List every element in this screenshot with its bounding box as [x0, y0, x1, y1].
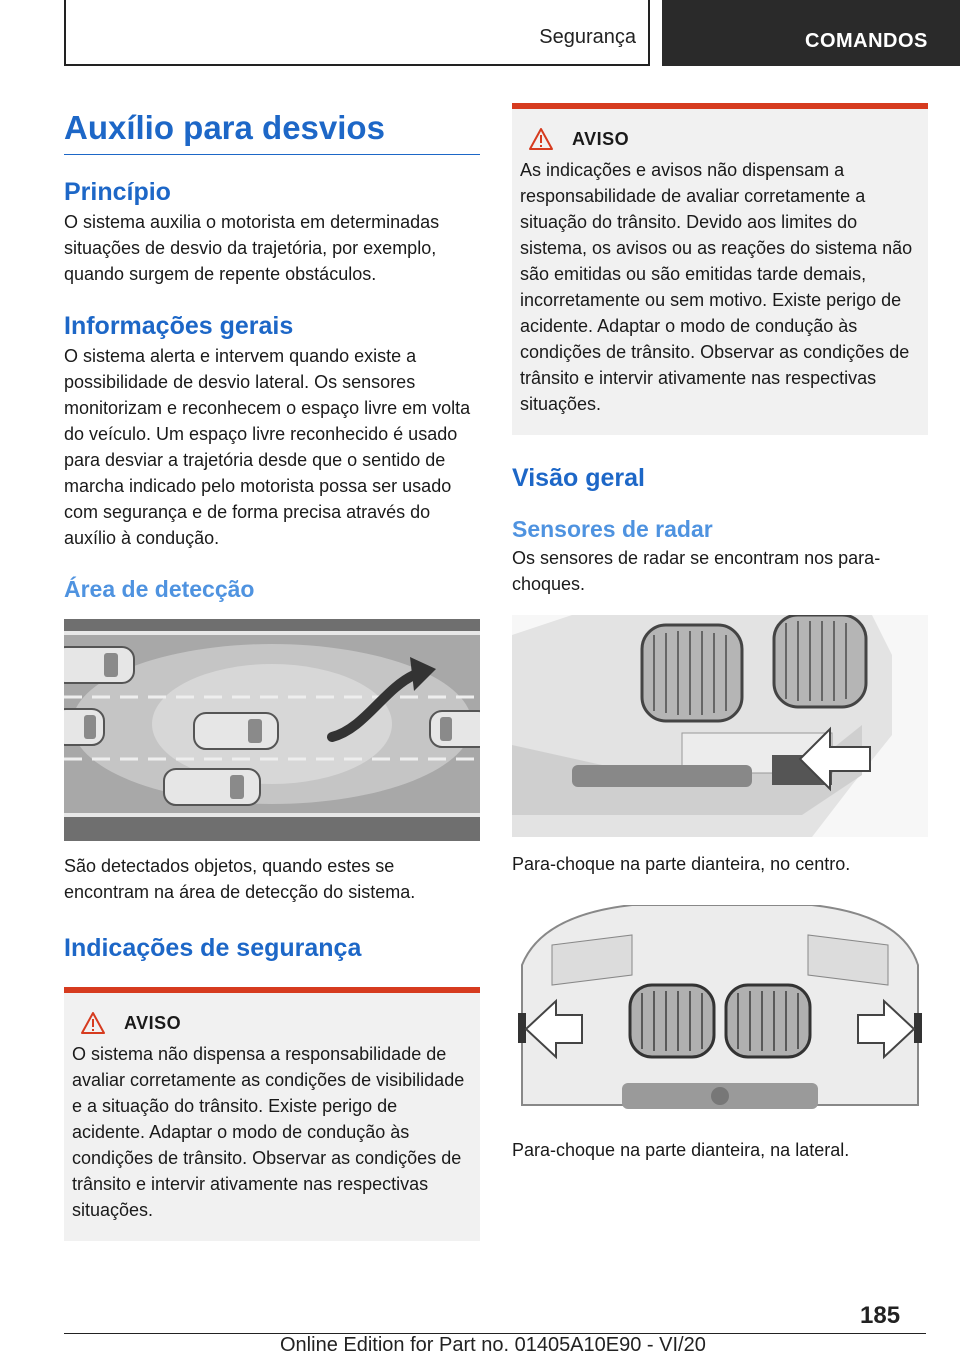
- header-mid-border: [648, 0, 650, 66]
- radar-sensors-text: Os sensores de radar se encontram nos para-choques.: [512, 548, 881, 594]
- left-warning-title: AVISO: [124, 1012, 182, 1033]
- right-warning-box: [512, 103, 928, 435]
- page-title: Auxílio para desvios: [64, 109, 385, 146]
- title-rule: [64, 154, 480, 155]
- front-bumper-center-figure: [512, 615, 928, 837]
- front-bumper-center-caption: Para-choque na parte dianteira, no centro.: [512, 854, 851, 874]
- left-warning-box: [64, 987, 480, 1241]
- footer-edition: Online Edition for Part no. 01405A10E90 - VI/20: [280, 1334, 706, 1356]
- header-section-label: Segurança: [539, 26, 636, 48]
- principle-text: O sistema auxilia o motorista em determinadas situações de desvio da trajetória, por exemplo, quando surgem de repente obstáculos.: [64, 212, 440, 284]
- detection-area-figure: [64, 619, 480, 841]
- detection-area-heading: Área de detecção: [64, 576, 255, 602]
- overview-heading: Visão geral: [512, 464, 645, 492]
- page-number: 185: [860, 1302, 901, 1329]
- header-rule: [64, 64, 650, 66]
- warning-triangle-icon: [528, 127, 554, 151]
- info-heading: Informações gerais: [64, 312, 294, 340]
- left-warning-text: O sistema não dispensa a responsabilidade de avaliar corretamente as condições de visibilidade e a situação do trânsito. Existe perigo de acidente. Adaptar o modo de condução às condições de trânsito. Observar as condições de trânsito e intervir ativamente nas respectivas situações.: [72, 1044, 465, 1220]
- right-column: [512, 103, 928, 1163]
- header-left-border: [64, 0, 66, 66]
- header-chapter-tab[interactable]: COMANDOS: [662, 0, 960, 66]
- right-warning-text: As indicações e avisos não dispensam a responsabilidade de avaliar corretamente a situação do trânsito. Devido aos limites do sistema, os avisos ou as reações do sistema não são emitidas ou são emitidas tarde demais, incorretamente ou sem motivo. Existe perigo de acidente. Adaptar o modo de condução às condições de trânsito. Observar as condições de trânsito e intervir ativamente nas respectivas situações.: [520, 160, 913, 414]
- detection-area-illustration: [64, 619, 480, 841]
- right-warning-title: AVISO: [572, 128, 630, 149]
- warning-triangle-icon: [80, 1011, 106, 1035]
- detection-area-caption: São detectados objetos, quando estes se encontram na área de detecção do sistema.: [64, 856, 416, 902]
- principle-heading: Princípio: [64, 178, 171, 206]
- front-bumper-side-illustration: [512, 905, 928, 1127]
- safety-heading: Indicações de segurança: [64, 934, 362, 962]
- info-text: O sistema alerta e intervem quando existe a possibilidade de desvio lateral. Os sensores monitorizam e reconhecem o espaço livre em volta do veículo. Um espaço livre reconhecido é usado para desviar a trajetória desde que o sentido de marcha indicado pelo motorista possa ser usado com segurança e de forma precisa através do auxílio à condução.: [64, 346, 471, 548]
- left-column: [64, 100, 480, 1241]
- front-bumper-side-figure: [512, 905, 928, 1127]
- front-bumper-center-illustration: [512, 615, 928, 837]
- radar-sensors-heading: Sensores de radar: [512, 516, 713, 542]
- front-bumper-side-caption: Para-choque na parte dianteira, na lateral.: [512, 1140, 850, 1160]
